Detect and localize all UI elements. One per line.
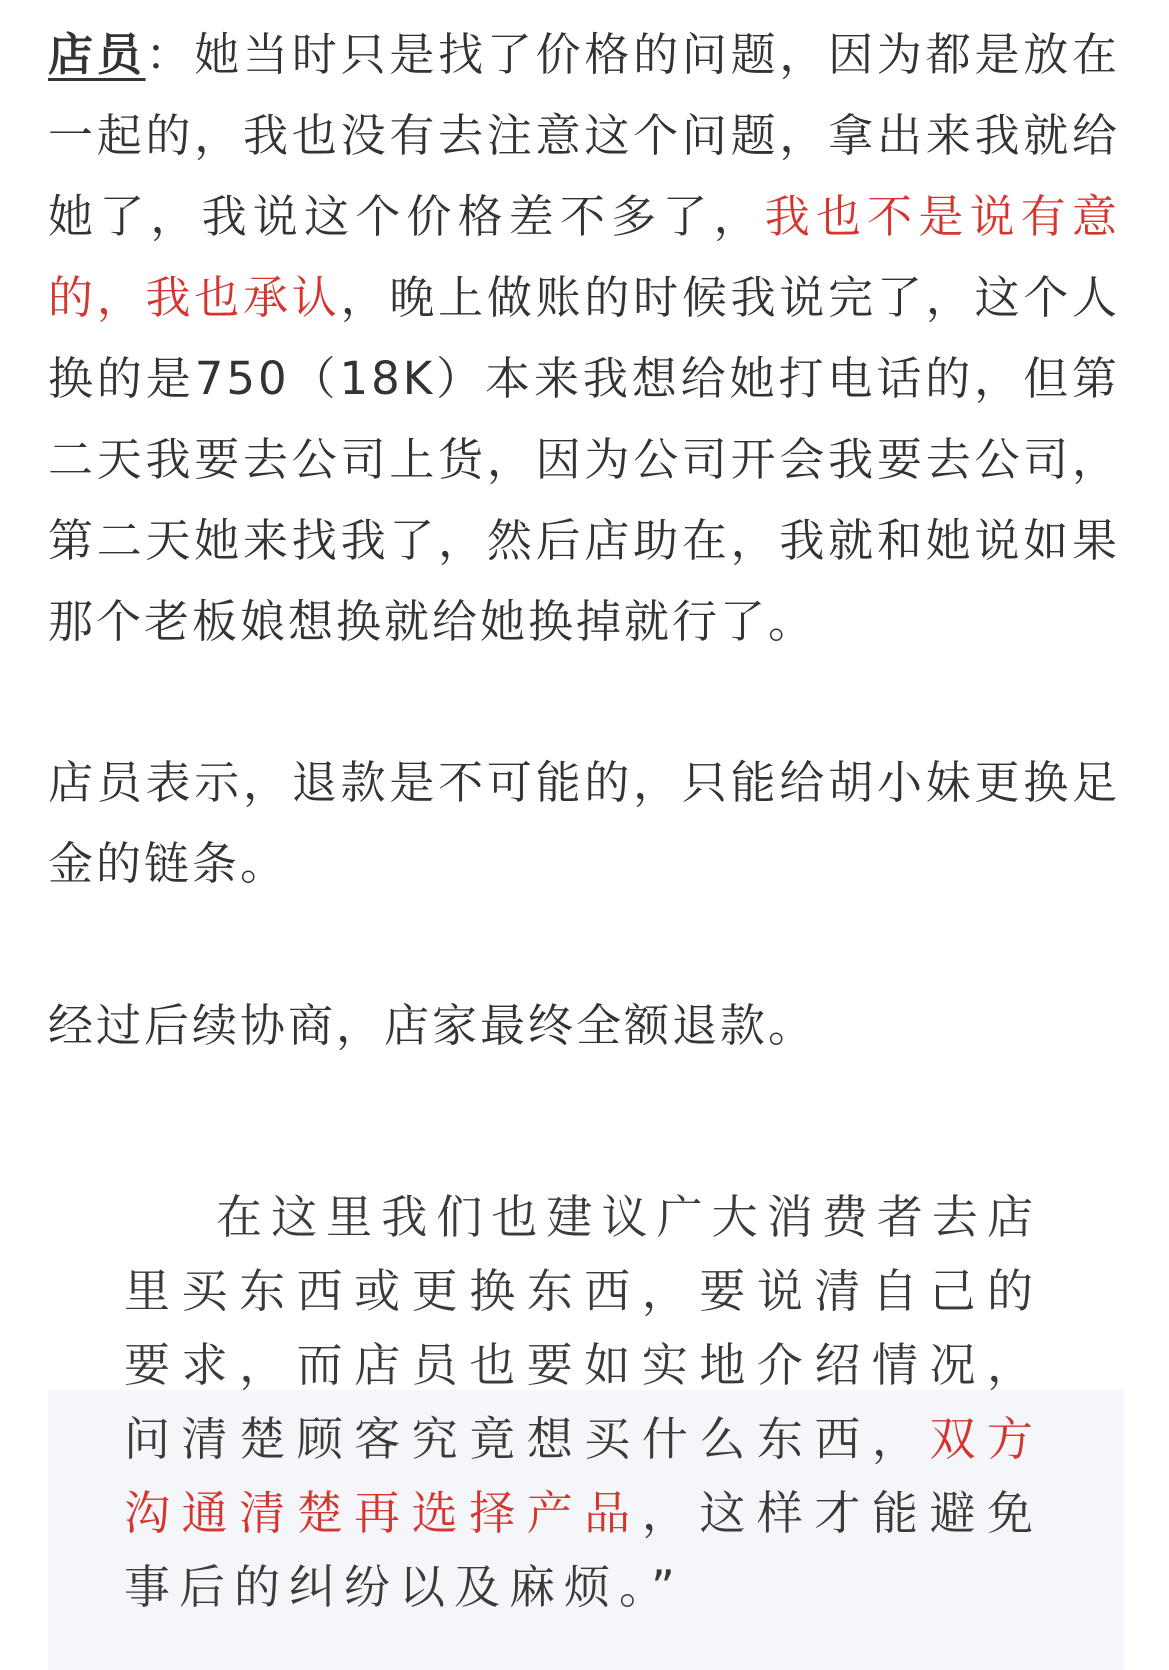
paragraph-clerk-statement: [48, 14, 1120, 662]
speaker-label: 店员: [48, 28, 146, 81]
quote-block: [124, 1180, 1042, 1624]
quote-highlight: 双方沟通清楚再选择产品: [124, 1412, 1043, 1540]
quote-text-after: ，这样才能避免事后的纠纷以及麻烦。”: [124, 1486, 1043, 1614]
quote-text-before: 在这里我们也建议广大消费者去店里买东西或更换东西，要说清自己的要求，而店员也要如实地介绍情况，问清楚顾客究竟想买什么东西，: [124, 1190, 1042, 1466]
statement-text-after: ，晚上做账的时候我说完了，这个人换的是750（18K）本来我想给她打电话的，但第二天我要去公司上货，因为公司开会我要去公司，第二天她来找我了，然后店助在，我就和她说如果那个老板娘想换就给她换掉就行了。: [48, 271, 1120, 648]
statement-text-before: 她当时只是找了价格的问题，因为都是放在一起的，我也没有去注意这个问题，拿出来我就给她了，我说这个价格差不多了，: [48, 28, 1120, 243]
paragraph-refund-refusal: 店员表示，退款是不可能的，只能给胡小妹更换足金的链条。: [48, 756, 1120, 890]
paragraph-full-refund: 经过后续协商，店家最终全额退款。: [48, 999, 817, 1052]
speaker-colon: ：: [145, 28, 195, 81]
statement-highlight: 我也不是说有意的，我也承认: [48, 190, 1120, 324]
